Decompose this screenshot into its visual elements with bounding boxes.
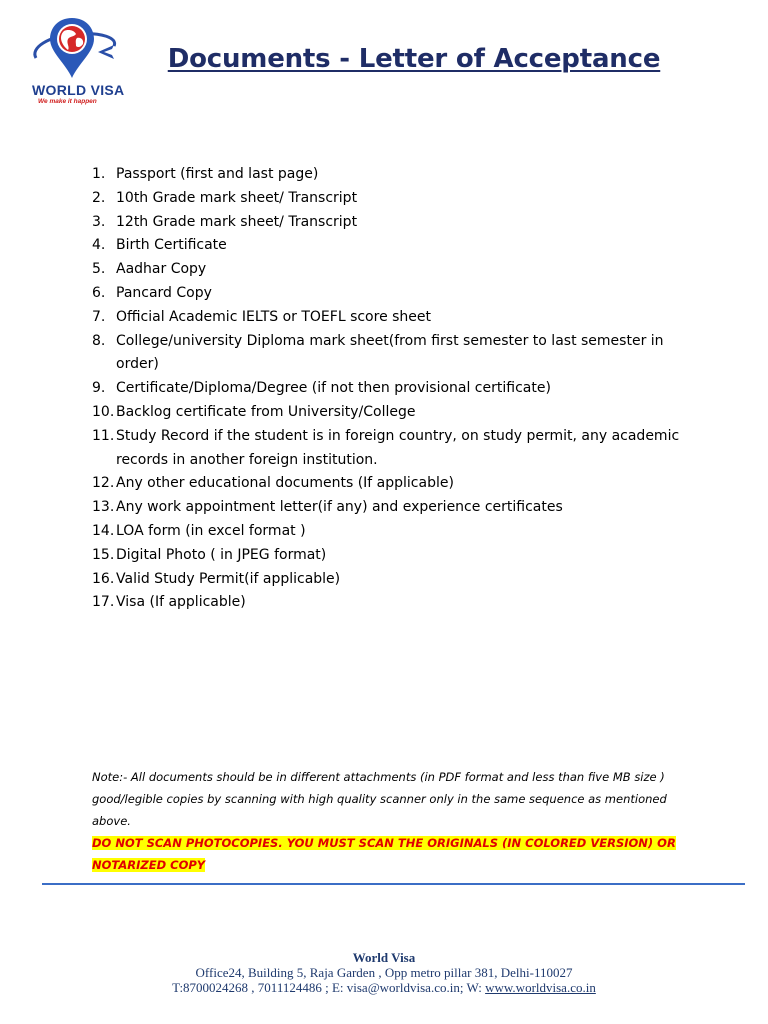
list-item (92, 472, 692, 496)
footer-org-name: World Visa (352, 950, 416, 965)
footer-contact: T:8700024268 , 7011124486 ; E: visa@worldvisa.co.in; W: (172, 980, 486, 995)
page-title-wrap (0, 44, 768, 74)
list-item-number: 8. (92, 332, 106, 349)
list-item (92, 330, 692, 378)
list-item (92, 211, 692, 235)
list-item (92, 306, 692, 330)
list-item (92, 544, 692, 568)
list-item-number: 5. (92, 261, 106, 278)
list-item-text: Birth Certificate (116, 237, 227, 254)
footer-divider (42, 883, 745, 885)
list-item-number: 2. (92, 189, 106, 206)
list-item-text: Any work appointment letter(if any) and experience certificates (116, 499, 563, 516)
list-item (92, 401, 692, 425)
list-item-text: Any other educational documents (If applicable) (116, 475, 454, 492)
footer-contact-line (0, 980, 768, 995)
list-item-number: 16. (92, 570, 115, 587)
list-item-number: 14. (92, 522, 115, 539)
documents-list (92, 163, 692, 615)
brand-tagline: We make it happen (38, 98, 97, 105)
list-item-text: Study Record if the student is in foreign country, on study permit, any academic records in another foreign institution. (116, 427, 680, 468)
footer (0, 950, 768, 995)
page-title: Documents - Letter of Acceptance (167, 44, 661, 74)
list-item-text: Certificate/Diploma/Degree (if not then provisional certificate) (116, 380, 551, 397)
warning-text: DO NOT SCAN PHOTOCOPIES. YOU MUST SCAN THE ORIGINALS (IN COLORED VERSION) OR NOTARIZED COPY (92, 836, 676, 872)
list-item-number: 15. (92, 546, 115, 563)
note-section (92, 766, 692, 876)
list-item-number: 9. (92, 380, 106, 397)
list-item-text: LOA form (in excel format ) (116, 522, 306, 539)
list-item-text: 10th Grade mark sheet/ Transcript (116, 189, 358, 206)
list-item-text: 12th Grade mark sheet/ Transcript (116, 213, 358, 230)
list-item-number: 11. (92, 427, 115, 444)
list-item-number: 17. (92, 594, 115, 611)
list-item-text: Valid Study Permit(if applicable) (116, 570, 341, 587)
list-item-number: 1. (92, 166, 106, 182)
list-item (92, 591, 692, 615)
list-item-number: 6. (92, 284, 106, 301)
list-item-text: Pancard Copy (116, 284, 212, 301)
brand-name: WORLD VISA (32, 82, 125, 98)
list-item-number: 7. (92, 308, 106, 325)
list-item (92, 377, 692, 401)
list-item (92, 496, 692, 520)
list-item (92, 258, 692, 282)
list-item-text: Official Academic IELTS or TOEFL score sheet (116, 308, 432, 325)
list-item-text: Digital Photo ( in JPEG format) (116, 546, 327, 563)
list-item (92, 234, 692, 258)
list-item-text: Passport (first and last page) (116, 166, 319, 182)
list-item-text: College/university Diploma mark sheet(from first semester to last semester in order) (116, 332, 664, 373)
list-item-number: 10. (92, 403, 115, 420)
list-item (92, 163, 692, 187)
list-item (92, 282, 692, 306)
list-item (92, 187, 692, 211)
list-item-number: 13. (92, 499, 115, 516)
footer-address: Office24, Building 5, Raja Garden , Opp metro pillar 381, Delhi-110027 (195, 965, 573, 980)
list-item-text: Backlog certificate from University/College (116, 403, 416, 420)
list-item-text: Aadhar Copy (116, 261, 207, 278)
list-item (92, 520, 692, 544)
list-item (92, 425, 692, 473)
list-item-number: 3. (92, 213, 106, 230)
list-item (92, 568, 692, 592)
list-item-number: 12. (92, 475, 115, 492)
note-text: Note:- All documents should be in different attachments (in PDF format and less than five MB size ) good/legible copies by scanning with high quality scanner only in the same sequence as mentioned above. (92, 770, 667, 828)
website-link[interactable]: www.worldvisa.co.in (485, 980, 596, 995)
list-item-number: 4. (92, 237, 106, 254)
list-item-text: Visa (If applicable) (116, 594, 246, 611)
